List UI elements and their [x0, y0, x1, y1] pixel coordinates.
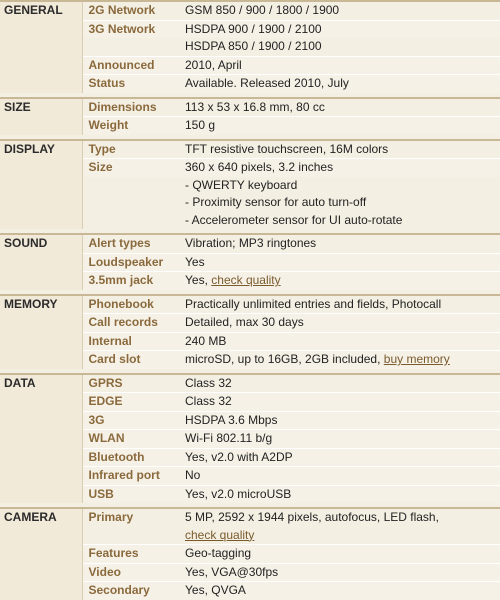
spec-key: Secondary [82, 582, 179, 600]
spec-value: Available. Released 2010, July [179, 75, 500, 93]
section-label: MEMORY [0, 295, 82, 369]
spec-value: Vibration; MP3 ringtones [179, 234, 500, 253]
spec-value [179, 527, 500, 545]
spec-key: GPRS [82, 374, 179, 393]
spec-value: 113 x 53 x 16.8 mm, 80 cc [179, 98, 500, 117]
spec-key: USB [82, 485, 179, 503]
spec-value: Geo-tagging [179, 545, 500, 564]
spec-key [82, 194, 179, 212]
spec-value [179, 272, 500, 290]
spec-row [0, 140, 500, 159]
spec-value: Yes, v2.0 with A2DP [179, 448, 500, 467]
spec-key: 3G Network [82, 20, 179, 38]
spec-value: Class 32 [179, 374, 500, 393]
spec-key: Bluetooth [82, 448, 179, 467]
spec-key [82, 177, 179, 195]
spec-value: GSM 850 / 900 / 1800 / 1900 [179, 1, 500, 20]
spec-row [0, 374, 500, 393]
spec-key: Announced [82, 56, 179, 75]
spec-value: 5 MP, 2592 x 1944 pixels, autofocus, LED flash, [179, 508, 500, 527]
spec-key: Status [82, 75, 179, 93]
spec-value: HSDPA 3.6 Mbps [179, 411, 500, 430]
spec-key: 3.5mm jack [82, 272, 179, 290]
spec-value: 240 MB [179, 332, 500, 351]
spec-value [179, 351, 500, 369]
spec-key [82, 527, 179, 545]
section-label: CAMERA [0, 508, 82, 600]
spec-value: Yes, v2.0 microUSB [179, 485, 500, 503]
spec-row [0, 98, 500, 117]
spec-value: Detailed, max 30 days [179, 314, 500, 333]
spec-row [0, 508, 500, 527]
spec-value-text: microSD, up to 16GB, 2GB included, [185, 352, 381, 366]
spec-value: HSDPA 900 / 1900 / 2100 [179, 20, 500, 38]
check-quality-link[interactable]: check quality [211, 273, 281, 287]
spec-key: Size [82, 159, 179, 177]
section-label: SIZE [0, 98, 82, 135]
spec-key: WLAN [82, 430, 179, 449]
spec-value: 150 g [179, 117, 500, 135]
spec-key: 2G Network [82, 1, 179, 20]
spec-value: - Accelerometer sensor for UI auto-rotate [185, 212, 403, 227]
spec-key: 3G [82, 411, 179, 430]
spec-value: Yes, QVGA [179, 582, 500, 600]
section-label: DISPLAY [0, 140, 82, 230]
spec-key: Phonebook [82, 295, 179, 314]
spec-row [0, 295, 500, 314]
specs-body [0, 1, 500, 600]
spec-key: Features [82, 545, 179, 564]
spec-key: Type [82, 140, 179, 159]
buy-memory-link[interactable]: buy memory [383, 352, 450, 366]
check-quality-link[interactable]: check quality [185, 527, 255, 542]
spec-value: Yes, VGA@30fps [179, 563, 500, 582]
section-label: SOUND [0, 234, 82, 290]
spec-value: Wi-Fi 802.11 b/g [179, 430, 500, 449]
spec-value: 2010, April [179, 56, 500, 75]
spec-key [82, 38, 179, 56]
spec-key [82, 212, 179, 230]
spec-row [0, 1, 500, 20]
spec-key: Alert types [82, 234, 179, 253]
spec-key: Internal [82, 332, 179, 351]
spec-key: Infrared port [82, 467, 179, 486]
spec-key: Video [82, 563, 179, 582]
spec-key: Primary [82, 508, 179, 527]
spec-value: TFT resistive touchscreen, 16M colors [179, 140, 500, 159]
spec-value: 360 x 640 pixels, 3.2 inches [179, 159, 500, 177]
section-label: GENERAL [0, 1, 82, 93]
spec-row [0, 234, 500, 253]
section-label: DATA [0, 374, 82, 504]
spec-value: Yes [179, 253, 500, 272]
spec-value: Class 32 [179, 393, 500, 412]
spec-key: Call records [82, 314, 179, 333]
spec-value: Practically unlimited entries and fields, Photocall [179, 295, 500, 314]
spec-value-text: Yes, [185, 273, 208, 287]
spec-key: EDGE [82, 393, 179, 412]
spec-value: - Proximity sensor for auto turn-off [185, 195, 367, 209]
spec-key: Weight [82, 117, 179, 135]
spec-key: Loudspeaker [82, 253, 179, 272]
spec-value: No [179, 467, 500, 486]
spec-key: Dimensions [82, 98, 179, 117]
spec-value: - QWERTY keyboard [185, 177, 298, 192]
spec-value: HSDPA 850 / 1900 / 2100 [185, 39, 322, 53]
spec-key: Card slot [82, 351, 179, 369]
